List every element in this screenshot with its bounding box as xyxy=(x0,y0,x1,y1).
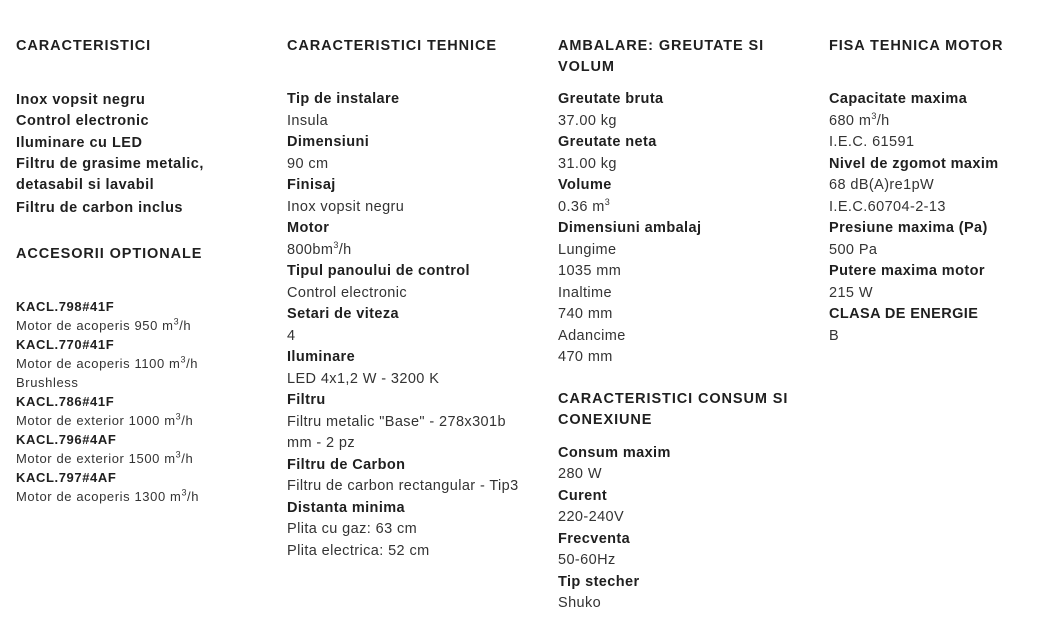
heading-ambalare-line2: VOLUM xyxy=(558,59,615,75)
spec-value-line2: I.E.C. 61591 xyxy=(829,134,915,150)
spec-value: LED 4x1,2 W - 3200 K xyxy=(287,370,440,387)
spec-value: Lungime xyxy=(558,241,617,258)
spec-value: 680 $m^3/h$ xyxy=(829,110,890,129)
spec-label: Iluminare xyxy=(287,349,356,365)
spec-label: Tipul panoului de control xyxy=(287,263,470,279)
accessory-code: KACL.786#41F xyxy=(16,393,115,409)
feature-item: Filtru de carbon inclus xyxy=(16,200,183,217)
spec-label: Presiune maxima (Pa) xyxy=(829,220,988,236)
feature-item: detasabil si lavabil xyxy=(16,177,155,194)
feature-item: Iluminare cu LED xyxy=(16,134,143,151)
column-fisa-tehnica-motor xyxy=(829,36,1047,347)
spec-value: 37.00 kg xyxy=(558,112,617,129)
column-ambalare xyxy=(558,36,813,615)
spec-value: 0.36 $m^3$ xyxy=(558,196,611,215)
heading-accesorii: ACCESORII OPTIONALE xyxy=(16,245,203,262)
feature-item: Filtru de grasime metalic, xyxy=(16,155,204,172)
spec-value: 740 mm xyxy=(558,306,613,322)
spec-value-line2: I.E.C.60704-2-13 xyxy=(829,198,946,215)
spec-label: Greutate neta xyxy=(558,134,657,150)
accessory-desc: Motor de acoperis 950 $m^3/h$ xyxy=(16,316,192,333)
spec-label: Nivel de zgomot maxim xyxy=(829,155,999,172)
spec-value: 31.00 kg xyxy=(558,155,617,172)
spec-label: Greutate bruta xyxy=(558,91,664,107)
heading-consum-line2: CONEXIUNE xyxy=(558,411,653,428)
spec-label: CLASA DE ENERGIE xyxy=(829,306,979,322)
feature-item: Control electronic xyxy=(16,113,150,130)
spec-value: 50-60Hz xyxy=(558,552,616,568)
spec-label: Filtru xyxy=(287,392,326,408)
spec-value-line2: mm - 2 pz xyxy=(287,435,356,451)
spec-value: 4 xyxy=(287,327,296,344)
spec-value: 90 cm xyxy=(287,155,329,172)
spec-label: Frecventa xyxy=(558,530,631,547)
spec-value: 280 W xyxy=(558,466,602,482)
accessory-desc: Motor de acoperis 1100 $m^3/h$ xyxy=(16,354,199,371)
spec-value: Filtru metalic "Base" - 278x301b xyxy=(287,413,506,430)
spec-label: Setari de viteza xyxy=(287,306,399,322)
spec-label: Tip stecher xyxy=(558,573,640,590)
spec-value: B xyxy=(829,327,840,344)
spec-value: Insula xyxy=(287,112,329,129)
spec-value: Adancime xyxy=(558,327,626,344)
spec-value: 470 mm xyxy=(558,349,613,365)
heading-caracteristici-tehnice: CARACTERISTICI TEHNICE xyxy=(287,38,497,54)
spec-label: Distanta minima xyxy=(287,499,405,516)
accessory-code: KACL.770#41F xyxy=(16,336,115,352)
spec-value: Filtru de carbon rectangular - Tip3 xyxy=(287,478,519,494)
spec-label: Capacitate maxima xyxy=(829,91,968,107)
spec-value: Inox vopsit negru xyxy=(287,198,405,215)
spec-label: Putere maxima motor xyxy=(829,263,985,279)
spec-label: Dimensiuni xyxy=(287,134,370,150)
spec-value: 1035 mm xyxy=(558,263,622,279)
heading-ambalare: AMBALARE: GREUTATE SI xyxy=(558,38,765,54)
spec-value: 500 Pa xyxy=(829,241,878,258)
accessory-desc: Motor de acoperis 1300 $m^3/h$ xyxy=(16,487,200,504)
spec-label: Volume xyxy=(558,177,612,193)
spec-value: Shuko xyxy=(558,595,602,611)
spec-value: $800bm^3/h$ xyxy=(287,239,352,258)
spec-label: Curent xyxy=(558,487,608,504)
accessory-desc: Motor de exterior 1000 $m^3/h$ xyxy=(16,411,194,428)
column-caracteristici-tehnice xyxy=(287,36,542,562)
heading-caracteristici: CARACTERISTICI xyxy=(16,38,152,54)
accessory-code: KACL.796#4AF xyxy=(16,431,117,447)
spec-label: Filtru de Carbon xyxy=(287,456,406,473)
spec-label: Finisaj xyxy=(287,177,336,193)
feature-item: Inox vopsit negru xyxy=(16,92,146,108)
spec-value: Control electronic xyxy=(287,284,408,301)
accessories-list xyxy=(16,297,271,506)
accessory-desc-line2: Brushless xyxy=(16,374,79,390)
spec-value: Plita cu gaz: 63 cm xyxy=(287,521,418,537)
spec-label: Dimensiuni ambalaj xyxy=(558,220,702,236)
spec-label: Motor xyxy=(287,220,330,236)
spec-value: 68 dB(A)re1pW xyxy=(829,177,935,193)
accessory-desc: Motor de exterior 1500 $m^3/h$ xyxy=(16,449,194,466)
spec-value: 215 W xyxy=(829,284,873,301)
accessory-code: KACL.798#41F xyxy=(16,298,115,314)
accessory-code: KACL.797#4AF xyxy=(16,469,117,485)
heading-consum: CARACTERISTICI CONSUM SI xyxy=(558,390,789,407)
spec-value-line2: Plita electrica: 52 cm xyxy=(287,542,430,559)
features-list xyxy=(16,90,271,220)
spec-value: 220-240V xyxy=(558,509,625,525)
column-caracteristici xyxy=(16,36,271,506)
spec-value: Inaltime xyxy=(558,284,612,301)
spec-label: Consum maxim xyxy=(558,444,671,461)
heading-fisa-tehnica: FISA TEHNICA MOTOR xyxy=(829,38,1004,54)
spec-label: Tip de instalare xyxy=(287,91,400,107)
